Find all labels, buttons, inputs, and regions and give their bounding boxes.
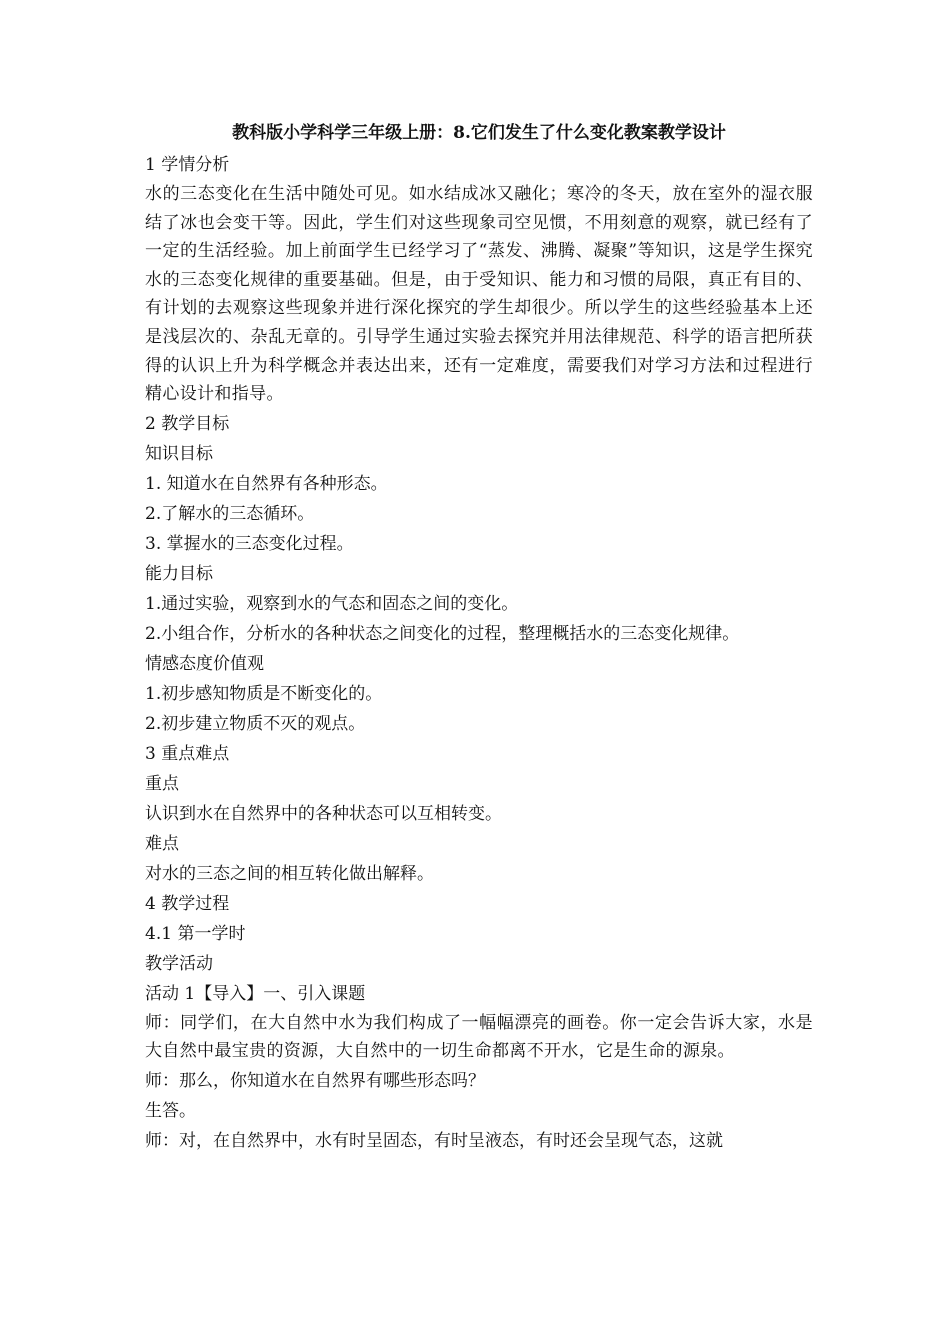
difficult-point-text: 对水的三态之间的相互转化做出解释。 [145, 863, 434, 884]
subheading-key-point: 重点 [145, 773, 179, 794]
teacher-dialogue-line: 师：那么，你知道水在自然界有哪些形态吗？ [145, 1070, 485, 1091]
section-heading-key-difficult-points: 3 重点难点 [145, 743, 230, 764]
ability-goal-item: 1.通过实验，观察到水的气态和固态之间的变化。 [145, 593, 519, 614]
knowledge-goal-item: 1. 知道水在自然界有各种形态。 [145, 473, 388, 494]
student-answer-line: 生答。 [145, 1100, 196, 1121]
document-title: 教科版小学科学三年级上册：8.它们发生了什么变化教案教学设计 [232, 123, 726, 143]
emotion-goal-item: 1.初步感知物质是不断变化的。 [145, 683, 383, 704]
subheading-difficult-point: 难点 [145, 833, 179, 854]
subheading-ability-goals: 能力目标 [145, 563, 213, 584]
subheading-knowledge-goals: 知识目标 [145, 443, 213, 464]
teacher-dialogue-line: 师：对，在自然界中，水有时呈固态，有时呈液态，有时还会呈现气态，这就 [145, 1130, 723, 1151]
section-heading-learning-analysis: 1 学情分析 [145, 155, 230, 175]
document-page [145, 118, 813, 1156]
knowledge-goal-item: 2.了解水的三态循环。 [145, 503, 315, 524]
section-heading-teaching-process: 4 教学过程 [145, 893, 230, 914]
learning-analysis-paragraph: 水的三态变化在生活中随处可见。如水结成冰又融化；寒冷的冬天，放在室外的湿衣服结了冰也会变干等。因此，学生们对这些现象司空见惯，不用刻意的观察，就已经有了一定的生活经验。加上前面学生已经学习了“蒸发、沸腾、凝聚”等知识，这是学生探究水的三态变化规律的重要基础。但是，由于受知识、能力和习惯的局限，真正有目的、有计划的去观察这些现象并进行深化探究的学生却很少。所以学生的这些经验基本上还是浅层次的、杂乱无章的。引导学生通过实验去探究并用法律规范、科学的语言把所获得的认识上升为科学概念并表达出来，还有一定难度，需要我们对学习方法和过程进行精心设计和指导。 [145, 184, 813, 405]
subheading-first-lesson: 4.1 第一学时 [145, 923, 246, 944]
teacher-dialogue-paragraph: 师：同学们，在大自然中水为我们构成了一幅幅漂亮的画卷。你一定会告诉大家，水是大自然中最宝贵的资源，大自然中的一切生命都离不开水，它是生命的源泉。 [145, 1012, 813, 1062]
key-point-text: 认识到水在自然界中的各种状态可以互相转变。 [145, 803, 502, 824]
subheading-teaching-activities: 教学活动 [145, 953, 213, 974]
section-heading-teaching-goals: 2 教学目标 [145, 413, 230, 434]
knowledge-goal-item: 3. 掌握水的三态变化过程。 [145, 533, 354, 554]
activity-heading: 活动 1【导入】一、引入课题 [145, 983, 366, 1004]
emotion-goal-item: 2.初步建立物质不灭的观点。 [145, 713, 366, 734]
subheading-emotion-values: 情感态度价值观 [145, 653, 264, 674]
ability-goal-item: 2.小组合作，分析水的各种状态之间变化的过程，整理概括水的三态变化规律。 [145, 623, 740, 644]
